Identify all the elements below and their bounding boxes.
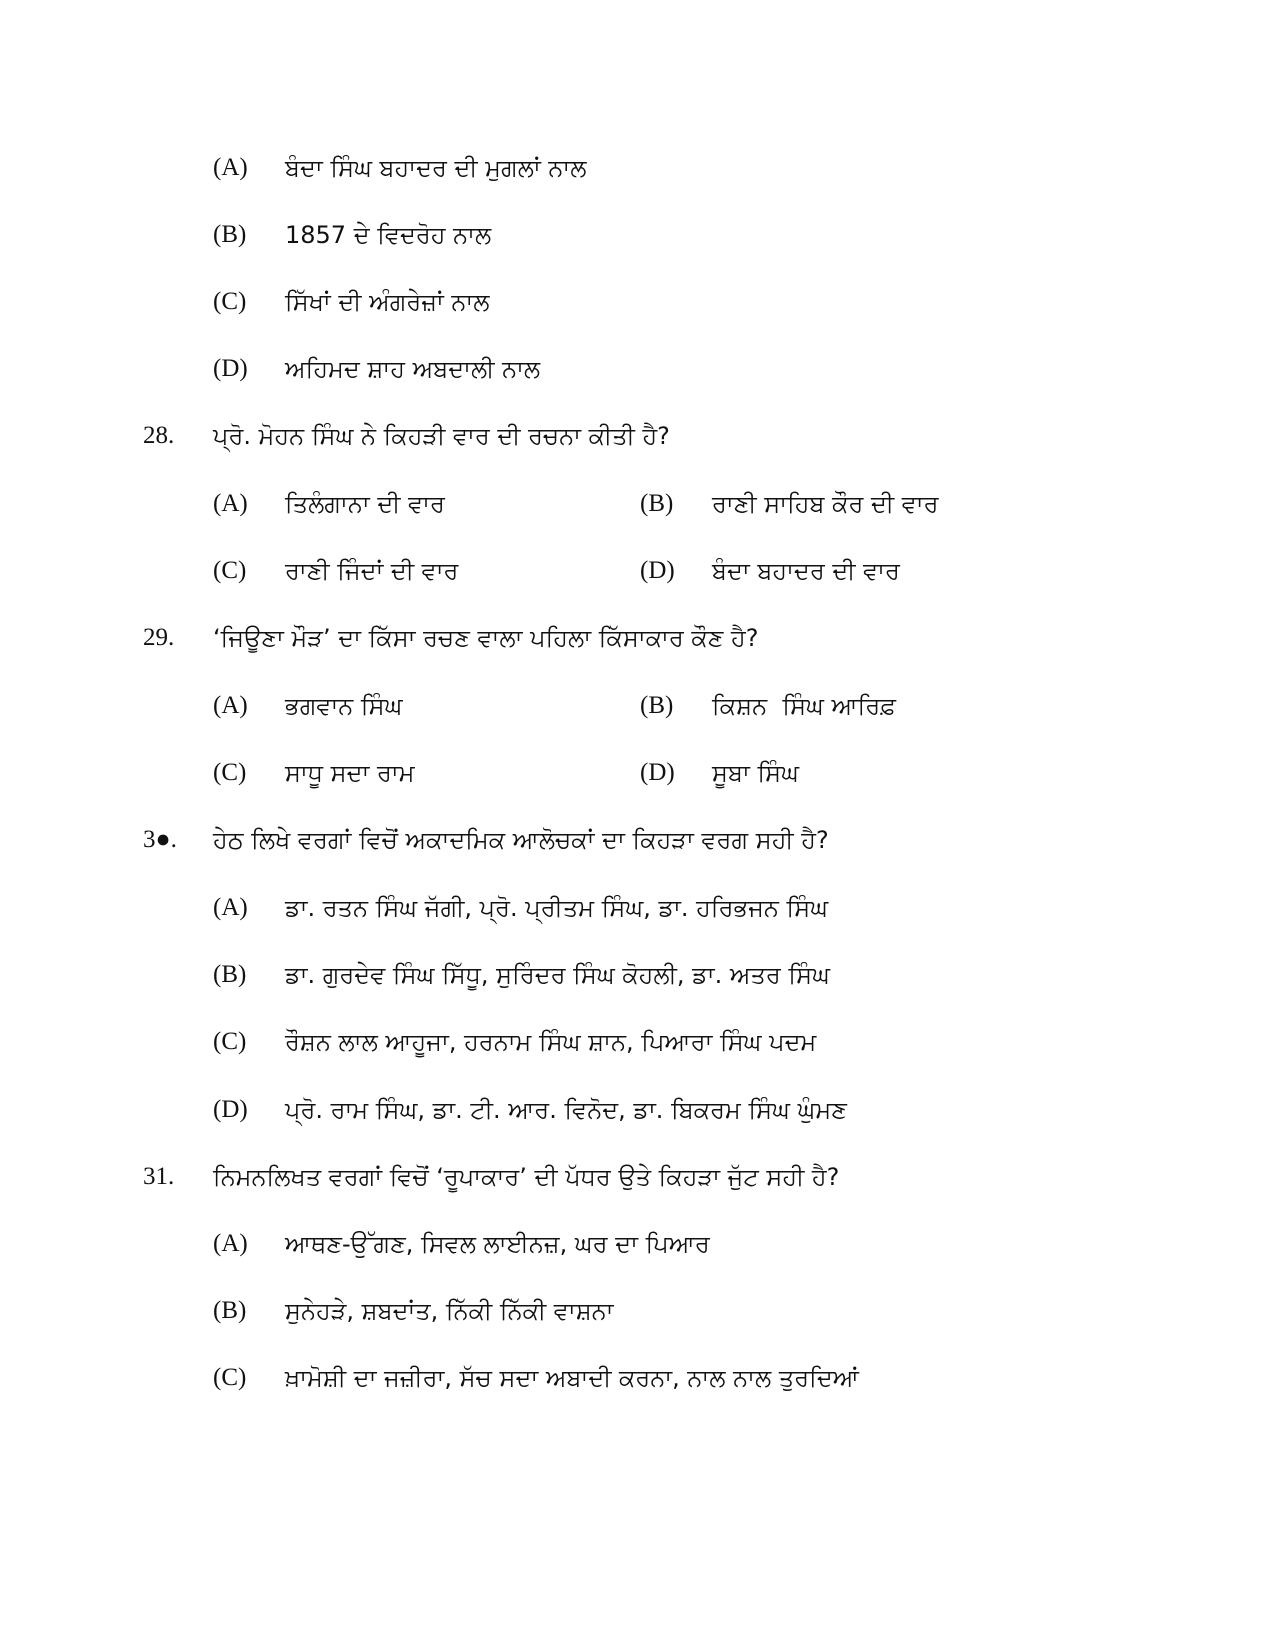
option-label: (C) xyxy=(213,557,247,584)
option-label: (D) xyxy=(213,1096,248,1123)
option-text: ਡਾ. ਰਤਨ ਸਿੰਘ ਜੱਗੀ, ਪ੍ਰੋ. ਪ੍ਰੀਤਮ ਸਿੰਘ, ਡਾ. ਹਰਿਭਜਨ ਸਿੰਘ xyxy=(285,894,829,922)
option-label: (B) xyxy=(213,221,247,248)
option-label: (A) xyxy=(213,1230,248,1257)
question-number: 31. xyxy=(143,1163,175,1190)
option-text: ਰਾਣੀ ਜਿੰਦਾਂ ਦੀ ਵਾਰ xyxy=(285,557,459,585)
question-text: ਨਿਮਨਲਿਖਤ ਵਰਗਾਂ ਵਿਚੋਂ ‘ਰੂਪਾਕਾਰ’ ਦੀ ਪੱਧਰ ਉਤੇ ਕਿਹੜਾ ਜੁੱਟ ਸਹੀ ਹੈ? xyxy=(213,1163,840,1191)
option-label: (D) xyxy=(213,355,248,382)
option-label: (D) xyxy=(640,759,675,786)
question-text: ਪ੍ਰੋ. ਮੋਹਨ ਸਿੰਘ ਨੇ ਕਿਹੜੀ ਵਾਰ ਦੀ ਰਚਨਾ ਕੀਤੀ ਹੈ? xyxy=(213,422,670,450)
option-label: (C) xyxy=(213,759,247,786)
option-text: ਤਿਲੰਗਾਨਾ ਦੀ ਵਾਰ xyxy=(285,490,445,518)
option-label: (B) xyxy=(213,961,247,988)
option-text: ਡਾ. ਗੁਰਦੇਵ ਸਿੰਘ ਸਿੱਧੂ, ਸੁਰਿੰਦਰ ਸਿੰਘ ਕੋਹਲੀ, ਡਾ. ਅਤਰ ਸਿੰਘ xyxy=(285,961,830,989)
option-label: (A) xyxy=(213,894,248,921)
question-text: ਹੇਠ ਲਿਖੇ ਵਰਗਾਂ ਵਿਚੋਂ ਅਕਾਦਮਿਕ ਆਲੋਚਕਾਂ ਦਾ ਕਿਹੜਾ ਵਰਗ ਸਹੀ ਹੈ? xyxy=(213,826,829,854)
option-text: ਕਿਸ਼ਨ ਸਿੰਘ ਆਰਿਫ਼ xyxy=(712,692,896,720)
option-label: (C) xyxy=(213,288,247,315)
option-text: ਸਾਧੂ ਸਦਾ ਰਾਮ xyxy=(285,759,415,787)
option-text: ਬੰਦਾ ਸਿੰਘ ਬਹਾਦਰ ਦੀ ਮੁਗਲਾਂ ਨਾਲ xyxy=(285,154,587,182)
option-label: (A) xyxy=(213,490,248,517)
option-text: ਰੌਸ਼ਨ ਲਾਲ ਆਹੂਜਾ, ਹਰਨਾਮ ਸਿੰਘ ਸ਼ਾਨ, ਪਿਆਰਾ ਸਿੰਘ ਪਦਮ xyxy=(285,1028,817,1056)
option-label: (C) xyxy=(213,1364,247,1391)
question-number: 29. xyxy=(143,624,175,651)
question-number: 28. xyxy=(143,422,175,449)
option-text: 1857 ਦੇ ਵਿਦਰੋਹ ਨਾਲ xyxy=(285,221,492,249)
option-text: ਸੁਨੇਹੜੇ, ਸ਼ਬਦਾਂਤ, ਨਿੱਕੀ ਨਿੱਕੀ ਵਾਸ਼ਨਾ xyxy=(285,1297,614,1325)
option-label: (B) xyxy=(213,1297,247,1324)
option-text: ਅਹਿਮਦ ਸ਼ਾਹ ਅਬਦਾਲੀ ਨਾਲ xyxy=(285,355,541,383)
option-label: (A) xyxy=(213,692,248,719)
option-label: (B) xyxy=(640,490,674,517)
option-text: ਸੂਬਾ ਸਿੰਘ xyxy=(712,759,800,787)
option-text: ਸਿੱਖਾਂ ਦੀ ਅੰਗਰੇਜ਼ਾਂ ਨਾਲ xyxy=(285,288,490,316)
option-label: (C) xyxy=(213,1028,247,1055)
option-text: ਆਥਣ-ਉੱਗਣ, ਸਿਵਲ ਲਾਈਨਜ਼, ਘਰ ਦਾ ਪਿਆਰ xyxy=(285,1230,710,1258)
option-text: ਭਗਵਾਨ ਸਿੰਘ xyxy=(285,692,403,720)
question-text: ‘ਜਿਊਣਾ ਮੌੜ’ ਦਾ ਕਿੱਸਾ ਰਚਣ ਵਾਲਾ ਪਹਿਲਾ ਕਿੱਸਾਕਾਰ ਕੌਣ ਹੈ? xyxy=(213,624,759,652)
option-text: ਰਾਣੀ ਸਾਹਿਬ ਕੌਰ ਦੀ ਵਾਰ xyxy=(712,490,939,518)
option-label: (A) xyxy=(213,154,248,181)
option-label: (D) xyxy=(640,557,675,584)
option-text: ਬੰਦਾ ਬਹਾਦਰ ਦੀ ਵਾਰ xyxy=(712,557,900,585)
option-text: ਖ਼ਾਮੋਸ਼ੀ ਦਾ ਜਜ਼ੀਰਾ, ਸੱਚ ਸਦਾ ਅਬਾਦੀ ਕਰਨਾ, ਨਾਲ ਨਾਲ ਤੁਰਦਿਆਂ xyxy=(285,1364,859,1392)
option-text: ਪ੍ਰੋ. ਰਾਮ ਸਿੰਘ, ਡਾ. ਟੀ. ਆਰ. ਵਿਨੋਦ, ਡਾ. ਬਿਕਰਮ ਸਿੰਘ ਘੁੰਮਣ xyxy=(285,1096,847,1124)
question-number: 3●. xyxy=(143,826,177,853)
option-label: (B) xyxy=(640,692,674,719)
